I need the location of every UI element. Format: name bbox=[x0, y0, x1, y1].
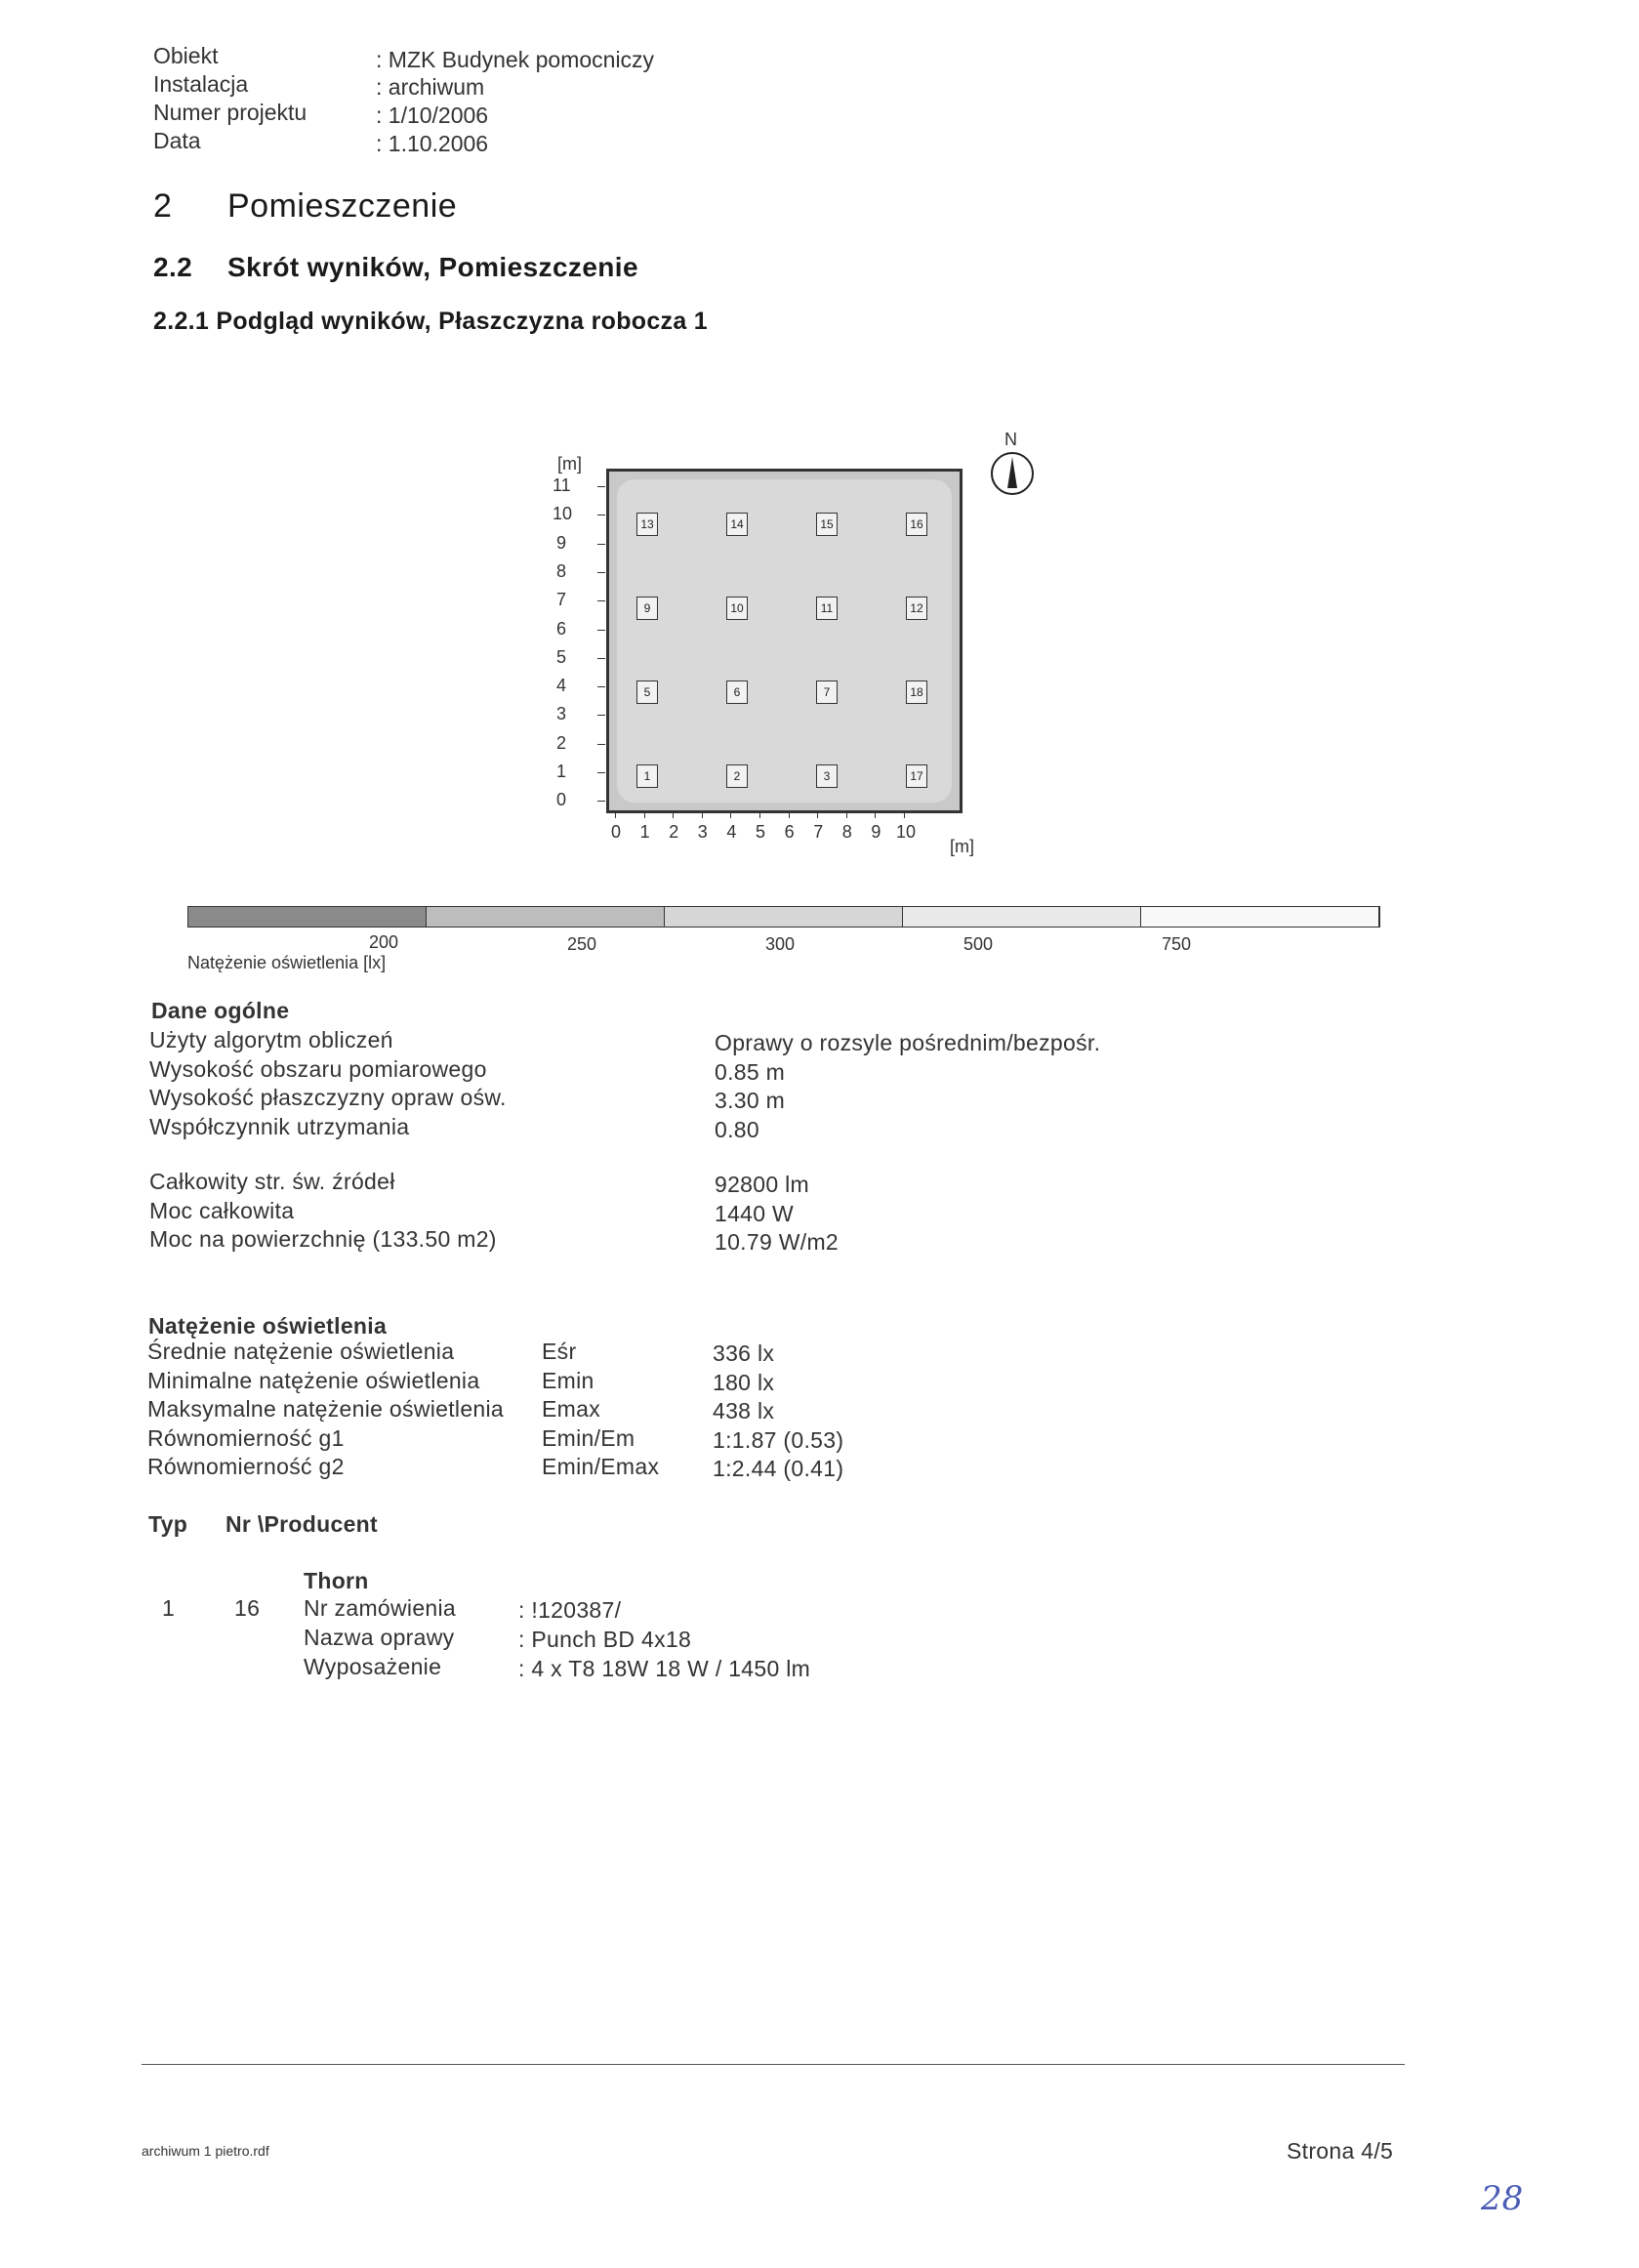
footer-divider bbox=[142, 2064, 1405, 2065]
footer-page-number: Strona 4/5 bbox=[1287, 2138, 1394, 2164]
totals-row-value: 10.79 W/m2 bbox=[715, 1229, 839, 1255]
scale-segment bbox=[665, 907, 903, 927]
x-tick-label: 3 bbox=[697, 822, 708, 842]
scale-label: 250 bbox=[567, 934, 597, 954]
x-tick-label: 6 bbox=[784, 822, 795, 842]
y-tick-mark bbox=[597, 600, 605, 601]
scale-label: 300 bbox=[765, 934, 796, 954]
header-value-data: : 1.10.2006 bbox=[376, 131, 489, 156]
x-tick-label: 0 bbox=[611, 822, 622, 842]
y-tick-label: 7 bbox=[556, 590, 567, 610]
illuminance-row-label: Średnie natężenie oświetlenia bbox=[147, 1339, 455, 1364]
illuminance-row-value: 180 lx bbox=[713, 1369, 775, 1395]
y-tick-label: 4 bbox=[556, 676, 567, 696]
luminaire-symbol: 15 bbox=[816, 513, 838, 536]
x-tick-label: 1 bbox=[639, 822, 650, 842]
y-tick-label: 5 bbox=[556, 646, 567, 667]
illuminance-row-symbol: Emin/Em bbox=[542, 1424, 635, 1451]
x-tick-label: 9 bbox=[871, 822, 881, 842]
totals-row-value: 92800 lm bbox=[715, 1172, 810, 1197]
footer-filename: archiwum 1 pietro.rdf bbox=[142, 2143, 269, 2159]
scale-segment bbox=[188, 907, 427, 927]
luminaire-symbol: 11 bbox=[816, 597, 838, 620]
luminaire-detail-label: Nazwa oprawy bbox=[304, 1625, 455, 1650]
header-label-data: Data bbox=[153, 128, 201, 153]
scale-label: 750 bbox=[1162, 934, 1192, 954]
totals-row-label: Moc na powierzchnię (133.50 m2) bbox=[149, 1226, 497, 1252]
subsubsection-title: 2.2.1 Podgląd wyników, Płaszczyzna robocza 1 bbox=[153, 308, 709, 335]
illuminance-row-symbol: Emin bbox=[542, 1367, 594, 1393]
header-value-numer: : 1/10/2006 bbox=[376, 103, 489, 128]
general-row-label: Wysokość obszaru pomiarowego bbox=[149, 1055, 487, 1082]
illuminance-row-label: Równomierność g2 bbox=[147, 1454, 345, 1479]
y-tick-label: 3 bbox=[556, 704, 567, 724]
subsection-title: Skrót wyników, Pomieszczenie bbox=[227, 252, 638, 282]
y-tick-label: 0 bbox=[556, 790, 567, 810]
scale-label: 200 bbox=[369, 932, 399, 952]
illuminance-row-value: 1:2.44 (0.41) bbox=[713, 1456, 844, 1481]
luminaire-symbol: 17 bbox=[906, 764, 927, 788]
luminaire-detail-value: : Punch BD 4x18 bbox=[518, 1627, 692, 1652]
y-tick-mark bbox=[597, 544, 605, 545]
luminaire-detail-value: : !120387/ bbox=[518, 1597, 622, 1623]
x-tick-label: 2 bbox=[669, 822, 679, 842]
y-tick-mark bbox=[597, 715, 605, 716]
general-row-label: Współczynnik utrzymania bbox=[149, 1113, 410, 1139]
north-arrow-icon bbox=[990, 451, 1035, 496]
x-tick-label: 8 bbox=[841, 822, 852, 842]
header-label-numer: Numer projektu bbox=[153, 100, 307, 125]
luminaire-detail-value: : 4 x T8 18W 18 W / 1450 lm bbox=[518, 1656, 811, 1681]
luminaire-symbol: 12 bbox=[906, 597, 927, 620]
y-tick-mark bbox=[597, 686, 605, 687]
y-tick-mark bbox=[597, 630, 605, 631]
x-tick-label: 5 bbox=[756, 822, 766, 842]
luminaire-symbol: 1 bbox=[636, 764, 658, 788]
luminaire-symbol: 7 bbox=[816, 680, 838, 704]
type-number: 1 bbox=[162, 1595, 176, 1621]
luminaire-symbol: 14 bbox=[726, 513, 748, 536]
illuminance-row-symbol: Emin/Emax bbox=[542, 1454, 660, 1479]
luminaire-symbol: 3 bbox=[816, 764, 838, 788]
luminaire-symbol: 5 bbox=[636, 680, 658, 704]
y-tick-label: 2 bbox=[556, 732, 567, 753]
x-axis-unit: [m] bbox=[950, 837, 974, 856]
illuminance-row-value: 1:1.87 (0.53) bbox=[713, 1426, 844, 1453]
y-tick-mark bbox=[597, 486, 605, 487]
scale-segment bbox=[1141, 907, 1379, 927]
general-row-value: 0.85 m bbox=[715, 1058, 786, 1085]
general-row-label: Wysokość płaszczyzny opraw ośw. bbox=[149, 1085, 507, 1110]
illuminance-row-value: 438 lx bbox=[713, 1398, 775, 1423]
producer-name: Thorn bbox=[304, 1568, 369, 1593]
y-tick-mark bbox=[597, 744, 605, 745]
producer-column-header: Nr \Producent bbox=[225, 1511, 378, 1537]
illuminance-field bbox=[617, 479, 952, 803]
header-label-obiekt: Obiekt bbox=[153, 43, 219, 68]
general-row-value: 3.30 m bbox=[715, 1088, 786, 1113]
header-label-instalacja: Instalacja bbox=[153, 71, 249, 97]
totals-row-label: Całkowity str. św. źródeł bbox=[149, 1169, 395, 1194]
y-tick-label: 1 bbox=[556, 762, 567, 781]
header-value-obiekt: : MZK Budynek pomocniczy bbox=[376, 47, 655, 72]
illuminance-row-label: Równomierność g1 bbox=[147, 1424, 345, 1451]
scale-segment bbox=[427, 907, 665, 927]
x-tick-label: 10 bbox=[896, 822, 917, 842]
luminaire-count: 16 bbox=[234, 1595, 261, 1621]
luminaire-symbol: 9 bbox=[636, 597, 658, 620]
y-tick-label: 10 bbox=[553, 504, 573, 524]
subsection-number: 2.2 bbox=[153, 252, 193, 282]
illuminance-row-symbol: Emax bbox=[542, 1396, 600, 1422]
header-value-instalacja: : archiwum bbox=[376, 74, 485, 100]
luminaire-symbol: 6 bbox=[726, 680, 748, 704]
x-tick-label: 4 bbox=[726, 822, 737, 842]
general-row-label: Użyty algorytm obliczeń bbox=[149, 1027, 393, 1052]
y-tick-mark bbox=[597, 658, 605, 659]
luminaire-detail-label: Wyposażenie bbox=[304, 1654, 442, 1679]
handwritten-page-mark: 28 bbox=[1481, 2179, 1524, 2218]
type-column-header: Typ bbox=[148, 1511, 188, 1537]
y-tick-mark bbox=[597, 801, 605, 802]
general-row-value: 0.80 bbox=[715, 1116, 759, 1142]
x-tick-label: 7 bbox=[813, 822, 824, 842]
totals-row-label: Moc całkowita bbox=[149, 1197, 295, 1223]
illuminance-row-value: 336 lx bbox=[713, 1340, 775, 1366]
illuminance-row-symbol: Eśr bbox=[542, 1339, 577, 1364]
north-label: N bbox=[1004, 430, 1017, 449]
luminaire-symbol: 13 bbox=[636, 513, 658, 536]
scale-caption: Natężenie oświetlenia [lx] bbox=[187, 953, 387, 972]
section-number: 2 bbox=[153, 187, 173, 225]
y-axis-unit: [m] bbox=[557, 454, 582, 474]
general-row-value: Oprawy o rozsyle pośrednim/bezpośr. bbox=[715, 1030, 1101, 1055]
illuminance-title: Natężenie oświetlenia bbox=[148, 1313, 388, 1339]
illuminance-row-label: Minimalne natężenie oświetlenia bbox=[147, 1367, 480, 1393]
luminaire-symbol: 2 bbox=[726, 764, 748, 788]
luminaire-detail-label: Nr zamówienia bbox=[304, 1595, 457, 1621]
y-tick-mark bbox=[597, 772, 605, 773]
y-tick-label: 8 bbox=[556, 560, 567, 581]
y-tick-label: 9 bbox=[556, 532, 567, 553]
scale-segment bbox=[903, 907, 1141, 927]
scale-label: 500 bbox=[963, 934, 994, 954]
y-tick-mark bbox=[597, 572, 605, 573]
y-tick-label: 11 bbox=[553, 475, 571, 495]
illuminance-scale bbox=[187, 906, 1380, 928]
y-tick-label: 6 bbox=[556, 618, 567, 639]
room-floor bbox=[606, 469, 963, 813]
luminaire-symbol: 18 bbox=[906, 680, 927, 704]
illuminance-row-label: Maksymalne natężenie oświetlenia bbox=[147, 1396, 505, 1422]
luminaire-symbol: 16 bbox=[906, 513, 927, 536]
section-title: Pomieszczenie bbox=[227, 187, 458, 225]
general-data-title: Dane ogólne bbox=[151, 998, 290, 1023]
luminaire-symbol: 10 bbox=[726, 597, 748, 620]
totals-row-value: 1440 W bbox=[715, 1200, 795, 1226]
